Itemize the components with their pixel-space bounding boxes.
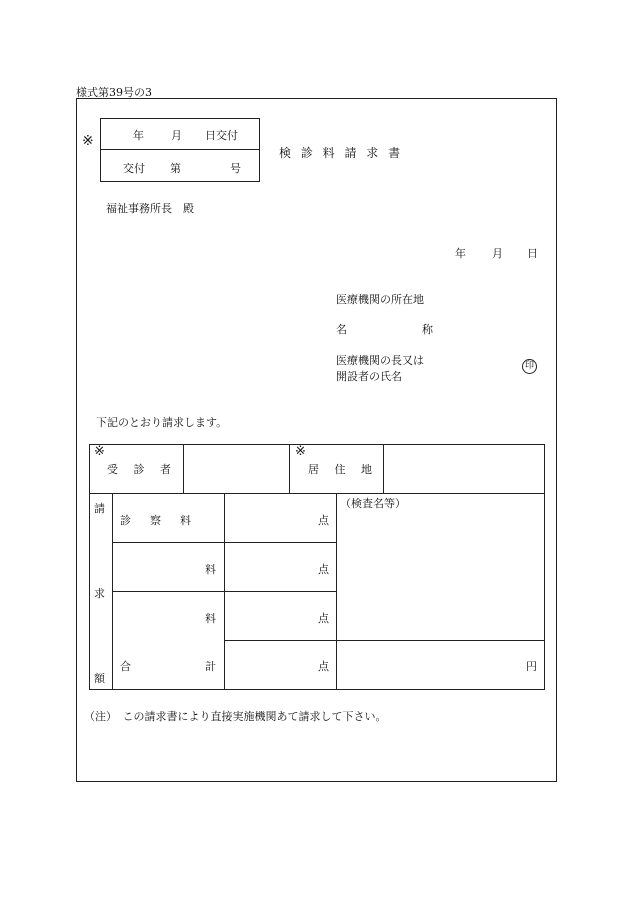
claim-table bbox=[89, 444, 545, 690]
total-label-1: 合 bbox=[120, 660, 131, 673]
form-number: 様式第39号の3 bbox=[76, 86, 152, 99]
addressee: 福祉事務所長 殿 bbox=[106, 202, 194, 215]
table-divider bbox=[289, 444, 290, 493]
table-divider bbox=[112, 591, 336, 592]
issue-month: 月 bbox=[171, 129, 182, 142]
fee-label: 料 bbox=[205, 612, 216, 625]
table-divider bbox=[383, 444, 384, 493]
table-divider-top-row bbox=[89, 493, 545, 494]
examinee-mark: ※ bbox=[94, 444, 105, 459]
issue-day-issued: 日交付 bbox=[205, 129, 238, 142]
claim-char-1: 請 bbox=[94, 502, 105, 515]
seal-mark: 印 bbox=[522, 359, 537, 374]
institution-name-label-1: 名 bbox=[336, 323, 347, 336]
rice-mark: ※ bbox=[82, 133, 94, 149]
address-label: 居 住 地 bbox=[308, 463, 378, 476]
footnote: （注） この請求書により直接実施機関あて請求して下さい。 bbox=[84, 710, 387, 723]
points-unit: 点 bbox=[318, 612, 329, 625]
date-year: 年 bbox=[455, 247, 466, 260]
examinee-label: 受 診 者 bbox=[107, 463, 177, 476]
table-divider bbox=[336, 493, 337, 690]
issued-label: 交付 bbox=[123, 162, 145, 175]
date-month: 月 bbox=[492, 247, 503, 260]
issue-number-prefix: 第 bbox=[170, 162, 181, 175]
document-title: 検 診 料 請 求 書 bbox=[279, 146, 404, 160]
points-unit: 点 bbox=[318, 660, 329, 673]
institution-head-label-line2: 開設者の氏名 bbox=[336, 370, 402, 383]
points-unit: 点 bbox=[318, 563, 329, 576]
claim-char-3: 額 bbox=[94, 672, 105, 685]
issue-year: 年 bbox=[133, 129, 144, 142]
table-divider bbox=[224, 640, 545, 641]
exam-fee-label: 診 察 料 bbox=[120, 514, 195, 527]
exam-names-label: （検査名等） bbox=[340, 497, 406, 510]
table-divider bbox=[112, 542, 336, 543]
institution-head-label-line1: 医療機関の長又は bbox=[336, 354, 424, 367]
institution-name-label-2: 称 bbox=[422, 323, 433, 336]
yen-unit: 円 bbox=[526, 660, 537, 673]
table-divider bbox=[183, 444, 184, 493]
points-unit: 点 bbox=[318, 514, 329, 527]
claim-char-2: 求 bbox=[94, 587, 105, 600]
total-label-2: 計 bbox=[205, 660, 216, 673]
address-mark: ※ bbox=[295, 444, 306, 459]
issue-box-divider bbox=[100, 149, 260, 150]
request-sentence: 下記のとおり請求します。 bbox=[96, 416, 228, 429]
issue-number-suffix: 号 bbox=[230, 162, 241, 175]
fee-label: 料 bbox=[205, 563, 216, 576]
date-day: 日 bbox=[527, 247, 538, 260]
institution-location-label: 医療機関の所在地 bbox=[336, 293, 424, 306]
